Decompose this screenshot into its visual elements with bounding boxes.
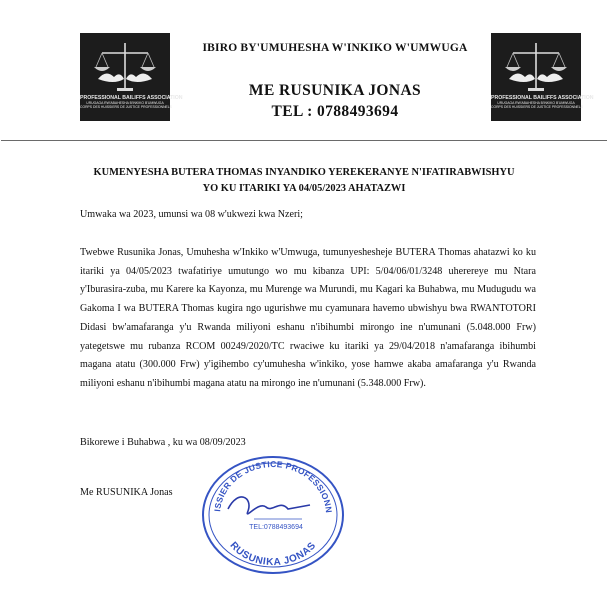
stamp-phone: TEL:0788493694 <box>249 524 303 531</box>
bailiff-name: ME RUSUNIKA JONAS <box>248 82 422 99</box>
notice-title <box>70 165 538 197</box>
signer-name: Me RUSUNIKA Jonas <box>80 487 173 498</box>
logo-caption-line2: URUGAGA RW'ABAHESHA B'INKIKO B'UMWUGA <box>497 101 575 106</box>
stamp-arc-top: ISSIER DE JUSTICE PROFESSIONN <box>212 458 335 514</box>
svg-text:RUSUNIKA JONAS <box>227 540 318 568</box>
office-name: IBIRO BY'UMUHESHA W'INKIKO W'UMWUGA <box>202 42 468 54</box>
bailiff-phone: TEL : 0788493694 <box>271 103 399 120</box>
official-stamp <box>198 449 348 577</box>
association-logo-left <box>80 33 183 121</box>
stamp-arc-bottom: RUSUNIKA JONAS <box>227 540 319 569</box>
logo-caption <box>80 95 183 110</box>
signed-place-date: Bikorewe i Buhabwa , ku wa 08/09/2023 <box>80 437 246 448</box>
notice-title-line1: KUMENYESHA BUTERA THOMAS INYANDIKO YEREKERANYE N'IFATIRABWISHYU <box>93 167 515 178</box>
logo-caption-line3: CORPS DES HUISSIERS DE JUSTICE PROFESSIONNELS <box>491 105 583 110</box>
logo-caption-line3: CORPS DES HUISSIERS DE JUSTICE PROFESSIONNELS <box>80 105 172 110</box>
notice-body: Twebwe Rusunika Jonas, Umuhesha w'Inkiko w'Umwuga, tumunyeshesheje BUTERA Thomas ahatazwi ko ku itariki ya 04/05/2023 twafatiriye umutungo wo mu kibanza UPI: 5/04/06/01/3248 uherereye mu Ntara y'Iburasira-zuba, mu Karere ka Kayonza, mu Murenge wa Murundi, mu Kagari ka Buhabwa, mu Mudugudu wa Gakoma I wa BUTERA Thomas kugira ngo ugurishwe mu cyamunara havemo ubwishyu bwa RWANTOTORI Didasi bw'amafaranga y'u Rwanda miliyoni eshanu n'ibihumbi mirongo ine n'umunani (5.048.000 Frw) yategetswe mu rubanza RCOM 00249/2020/TC rwaciwe ku itariki ya 29/04/2018 n'amafaranga ibihumbi magana atatu (300.000 Frw) y'igihembo cy'umuhesha w'inkiko, yose hamwe akaba amafaranga y'u Rwanda miliyoni eshanu n'ibihumbi magana atatu na mirongo ine n'umunani (5.348.000 Frw). <box>80 247 536 389</box>
svg-text:HUISSIER DE JUSTICE PROFESSION <box>198 449 334 514</box>
logo-caption-line1: PROFESSIONAL BAILIFFS ASSOCIATION <box>80 95 183 101</box>
header-divider <box>1 140 607 141</box>
logo-caption-line2: URUGAGA RW'ABAHESHA B'INKIKO B'UMWUGA <box>86 101 164 106</box>
notice-title-line2: YO KU ITARIKI YA 04/05/2023 AHATAZWI <box>202 183 406 194</box>
logo-caption-line1: PROFESSIONAL BAILIFFS ASSOCIATION <box>491 95 594 101</box>
logo-caption <box>491 95 594 110</box>
notice-date-line: Umwaka wa 2023, umunsi wa 08 w'ukwezi kwa Nzeri; <box>80 209 303 220</box>
signature-mark <box>228 497 310 514</box>
stamp-seal-icon <box>198 449 348 577</box>
association-logo-right <box>491 33 594 121</box>
